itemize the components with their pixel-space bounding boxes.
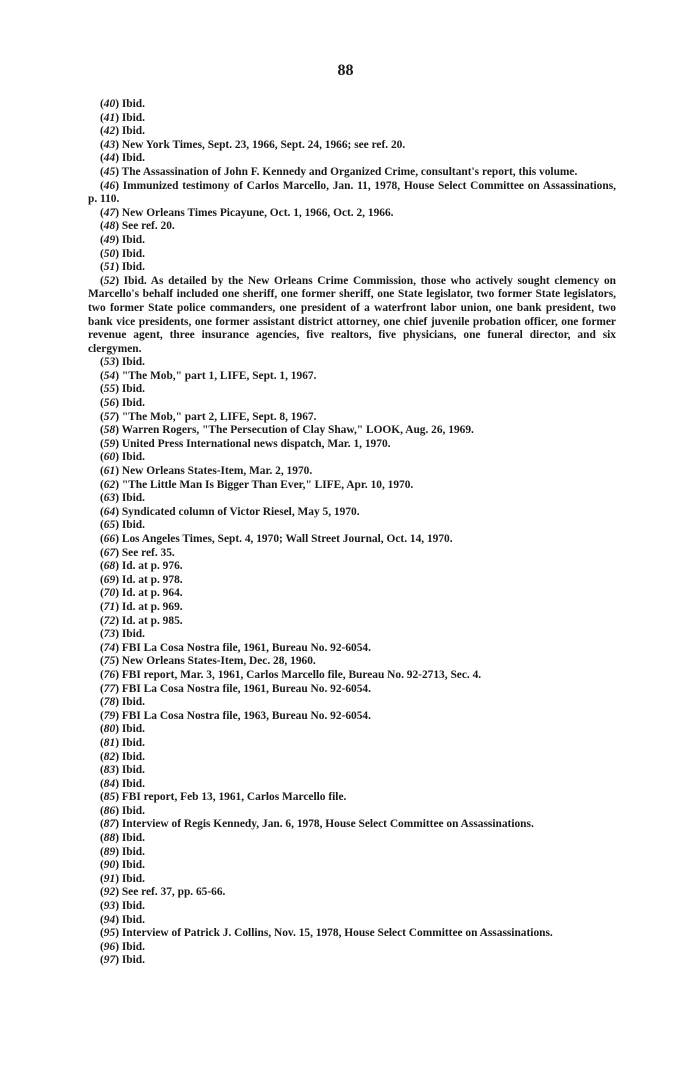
reference-note: (54) "The Mob," part 1, LIFE, Sept. 1, 1967. xyxy=(100,369,317,382)
reference-note: (90) Ibid. xyxy=(100,859,145,872)
reference-note-number: 87 xyxy=(103,818,116,831)
reference-note-text: The Assassination of John F. Kennedy and Organized Crime, consultant's report, this volume. xyxy=(121,165,578,178)
reference-note: (79) FBI La Cosa Nostra file, 1963, Bureau No. 92-6054. xyxy=(100,709,371,722)
reference-note-number: 75 xyxy=(103,655,116,668)
reference-note-text: New York Times, Sept. 23, 1966, Sept. 24, 1966; see ref. 20. xyxy=(121,138,406,151)
page-number: 88 xyxy=(337,62,354,79)
reference-note: (64) Syndicated column of Victor Riesel, May 5, 1970. xyxy=(100,505,360,518)
reference-note-number: 42 xyxy=(103,125,116,138)
reference-note-number: 64 xyxy=(103,505,116,518)
reference-note-number: 89 xyxy=(103,845,116,858)
reference-note-number: 71 xyxy=(103,600,116,613)
reference-note-text: Syndicated column of Victor Riesel, May 5, 1970. xyxy=(121,505,360,518)
reference-note-number: 62 xyxy=(103,478,116,491)
reference-note-number: 69 xyxy=(103,573,116,586)
reference-note-number: 92 xyxy=(103,886,116,899)
reference-note: (85) FBI report, Feb 13, 1961, Carlos Marcello file. xyxy=(100,791,347,804)
reference-note-text: Ibid. xyxy=(121,804,145,817)
reference-note: (91) Ibid. xyxy=(100,872,145,885)
reference-note-number: 67 xyxy=(103,546,116,559)
reference-note-text: "The Little Man Is Bigger Than Ever," LIFE, Apr. 10, 1970. xyxy=(121,478,414,491)
reference-note-number: 74 xyxy=(103,641,116,654)
reference-note-number: 85 xyxy=(103,791,116,804)
reference-note: (72) Id. at p. 985. xyxy=(100,614,183,627)
reference-note-text: Id. at p. 978. xyxy=(121,573,183,586)
reference-note-number: 50 xyxy=(103,247,116,260)
reference-note-number: 55 xyxy=(103,383,116,396)
reference-note-number: 81 xyxy=(103,736,116,749)
reference-note: (68) Id. at p. 976. xyxy=(100,560,183,573)
reference-note-text: Ibid. xyxy=(121,152,145,165)
reference-note-text: Los Angeles Times, Sept. 4, 1970; Wall Street Journal, Oct. 14, 1970. xyxy=(121,533,453,545)
reference-note-text: FBI report, Feb 13, 1961, Carlos Marcello file. xyxy=(121,791,347,804)
reference-note: (89) Ibid. xyxy=(100,845,145,858)
reference-note-text: Immunized testimony of Carlos Marcello, Jan. 11, 1978, House Select Committee on Assassinations, p. 110. xyxy=(88,179,616,206)
reference-note-text: Id. at p. 985. xyxy=(121,614,183,627)
reference-note: (76) FBI report, Mar. 3, 1961, Carlos Marcello file, Bureau No. 92-2713, Sec. 4. xyxy=(100,668,482,681)
reference-note-number: 68 xyxy=(103,560,116,573)
reference-note-text: Ibid. xyxy=(121,736,145,749)
reference-note-number: 57 xyxy=(103,410,116,423)
reference-note-text: Ibid. xyxy=(121,872,145,885)
reference-note-number: 40 xyxy=(103,98,116,110)
reference-note: (69) Id. at p. 978. xyxy=(100,573,183,586)
reference-note-number: 49 xyxy=(103,233,116,246)
reference-note: (94) Ibid. xyxy=(100,913,145,926)
reference-note-number: 66 xyxy=(103,533,116,545)
reference-note-number: 96 xyxy=(103,940,116,953)
reference-note-text: Ibid. xyxy=(121,261,145,274)
reference-note-text: Ibid. xyxy=(121,451,145,464)
reference-note-number: 56 xyxy=(103,397,116,410)
reference-note-number: 70 xyxy=(103,587,116,600)
reference-note-number: 73 xyxy=(103,628,116,641)
reference-note: (42) Ibid. xyxy=(100,125,145,138)
reference-note-text: Ibid. xyxy=(121,628,145,641)
reference-note: (93) Ibid. xyxy=(100,900,145,913)
reference-note: (56) Ibid. xyxy=(100,397,145,410)
reference-note-text: Ibid. xyxy=(121,954,145,967)
reference-note-text: Ibid. xyxy=(121,519,145,532)
reference-note-text: Ibid. xyxy=(121,356,145,369)
reference-note: (53) Ibid. xyxy=(100,356,145,369)
reference-note-text: See ref. 37, pp. 65-66. xyxy=(121,886,226,899)
reference-note-number: 79 xyxy=(103,709,116,722)
reference-note-text: New Orleans States-Item, Mar. 2, 1970. xyxy=(121,465,313,478)
reference-note-number: 80 xyxy=(103,723,116,736)
reference-note-text: See ref. 35. xyxy=(121,546,175,559)
reference-note-text: Id. at p. 969. xyxy=(121,600,183,613)
reference-note: (83) Ibid. xyxy=(100,764,145,777)
reference-note-number: 65 xyxy=(103,519,116,532)
reference-note: (51) Ibid. xyxy=(100,261,145,274)
reference-note: (57) "The Mob," part 2, LIFE, Sept. 8, 1967. xyxy=(100,410,317,423)
reference-note: (95) Interview of Patrick J. Collins, Nov. 15, 1978, House Select Committee on Assassinations. xyxy=(100,927,553,940)
reference-note: (86) Ibid. xyxy=(100,804,145,817)
reference-note: (67) See ref. 35. xyxy=(100,546,175,559)
reference-note-text: Warren Rogers, "The Persecution of Clay Shaw," LOOK, Aug. 26, 1969. xyxy=(121,424,474,437)
reference-note-text: FBI La Cosa Nostra file, 1961, Bureau No. 92-6054. xyxy=(121,641,371,654)
reference-note-number: 54 xyxy=(103,369,116,382)
reference-note-number: 91 xyxy=(103,872,116,885)
reference-note-text: Ibid. xyxy=(121,832,145,845)
reference-note-text: New Orleans States-Item, Dec. 28, 1960. xyxy=(121,655,316,668)
reference-note: (45) The Assassination of John F. Kennedy and Organized Crime, consultant's report, this volume. xyxy=(100,165,578,178)
reference-note-number: 47 xyxy=(103,206,116,219)
reference-note: (81) Ibid. xyxy=(100,736,145,749)
reference-note-number: 44 xyxy=(103,152,116,165)
reference-note: (52) Ibid. As detailed by the New Orleans Crime Commission, those who actively sought clemency on Marcello's behalf included one sheriff, one former sheriff, one State legislator, two former State legislators, two former State police commanders, one president of a waterfront labor union, one bank president, two bank vice presidents, one former assistant district attorney, one chief juvenile probation officer, one former revenue agent, three insurance agencies, five realtors, five physicians, one funeral director, and six clergymen. xyxy=(88,274,616,355)
reference-note-text: Ibid. xyxy=(121,859,145,872)
reference-note-text: Ibid. xyxy=(121,723,145,736)
reference-note-number: 52 xyxy=(103,274,116,287)
reference-note: (71) Id. at p. 969. xyxy=(100,600,183,613)
reference-note-number: 90 xyxy=(103,859,116,872)
reference-note: (49) Ibid. xyxy=(100,233,145,246)
reference-note-number: 94 xyxy=(103,913,116,926)
reference-note-text: Ibid. xyxy=(121,777,145,790)
reference-note-number: 51 xyxy=(103,261,116,274)
reference-note-number: 45 xyxy=(103,165,116,178)
reference-note: (82) Ibid. xyxy=(100,750,145,763)
reference-note-text: Ibid. xyxy=(121,845,145,858)
reference-note-text: Ibid. xyxy=(121,940,145,953)
reference-note-text: Ibid. xyxy=(121,125,145,138)
reference-note-number: 97 xyxy=(103,954,116,967)
reference-note: (73) Ibid. xyxy=(100,628,145,641)
reference-note-text: Ibid. xyxy=(121,764,145,777)
reference-note-text: Ibid. xyxy=(121,397,145,410)
reference-note: (63) Ibid. xyxy=(100,492,145,505)
reference-note: (61) New Orleans States-Item, Mar. 2, 1970. xyxy=(100,465,313,478)
reference-note-number: 84 xyxy=(103,777,116,790)
reference-note-number: 63 xyxy=(103,492,116,505)
reference-note-text: Interview of Patrick J. Collins, Nov. 15, 1978, House Select Committee on Assassinations. xyxy=(121,927,553,940)
reference-note: (40) Ibid. xyxy=(100,98,145,110)
reference-note: (78) Ibid. xyxy=(100,696,145,709)
reference-note: (50) Ibid. xyxy=(100,247,145,260)
reference-note: (55) Ibid. xyxy=(100,383,145,396)
reference-note: (87) Interview of Regis Kennedy, Jan. 6, 1978, House Select Committee on Assassinations. xyxy=(100,818,534,831)
reference-note: (59) United Press International news dispatch, Mar. 1, 1970. xyxy=(100,437,391,450)
reference-note-number: 61 xyxy=(103,465,116,478)
reference-note-text: Ibid. xyxy=(121,913,145,926)
reference-note-text: See ref. 20. xyxy=(121,220,175,233)
reference-note-number: 46 xyxy=(103,179,116,192)
reference-note-number: 41 xyxy=(103,111,116,124)
reference-note-number: 77 xyxy=(103,682,116,695)
reference-note: (66) Los Angeles Times, Sept. 4, 1970; Wall Street Journal, Oct. 14, 1970. xyxy=(100,533,453,545)
reference-note-text: Ibid. xyxy=(121,750,145,763)
reference-note: (47) New Orleans Times Picayune, Oct. 1, 1966, Oct. 2, 1966. xyxy=(100,206,394,219)
reference-note: (92) See ref. 37, pp. 65-66. xyxy=(100,886,226,899)
reference-note-number: 43 xyxy=(103,138,116,151)
reference-note-number: 48 xyxy=(103,220,116,233)
reference-note: (41) Ibid. xyxy=(100,111,145,124)
reference-note-number: 95 xyxy=(103,927,116,940)
reference-note-number: 72 xyxy=(103,614,116,627)
reference-note-text: Id. at p. 976. xyxy=(121,560,183,573)
reference-note-text: Id. at p. 964. xyxy=(121,587,183,600)
reference-note: (96) Ibid. xyxy=(100,940,145,953)
reference-note-text: Ibid. xyxy=(121,233,145,246)
reference-note-text: Ibid. xyxy=(121,111,145,124)
reference-note: (60) Ibid. xyxy=(100,451,145,464)
reference-note: (44) Ibid. xyxy=(100,152,145,165)
reference-note-text: Ibid. xyxy=(121,383,145,396)
reference-note: (75) New Orleans States-Item, Dec. 28, 1960. xyxy=(100,655,316,668)
reference-note-number: 82 xyxy=(103,750,116,763)
reference-note: (97) Ibid. xyxy=(100,954,145,967)
reference-note-text: United Press International news dispatch, Mar. 1, 1970. xyxy=(121,437,391,450)
reference-note-text: FBI La Cosa Nostra file, 1961, Bureau No. 92-6054. xyxy=(121,682,371,695)
reference-note-text: Ibid. xyxy=(121,98,145,110)
reference-note: (70) Id. at p. 964. xyxy=(100,587,183,600)
reference-note-text: Ibid. xyxy=(121,696,145,709)
reference-note-number: 86 xyxy=(103,804,116,817)
reference-note: (65) Ibid. xyxy=(100,519,145,532)
reference-note-number: 76 xyxy=(103,668,116,681)
reference-note-text: "The Mob," part 1, LIFE, Sept. 1, 1967. xyxy=(121,369,317,382)
reference-note: (77) FBI La Cosa Nostra file, 1961, Bureau No. 92-6054. xyxy=(100,682,371,695)
reference-note-text: Ibid. As detailed by the New Orleans Crime Commission, those who actively sought clemency on Marcello's behalf included one sheriff, one former sheriff, one State legislator, two former State legislators, two former State police commanders, one president of a waterfront labor union, one bank president, two bank vice presidents, one former assistant district attorney, one chief juvenile probation officer, one former revenue agent, three insurance agencies, five realtors, five physicians, one funeral director, and six clergymen. xyxy=(88,274,616,355)
reference-note-number: 59 xyxy=(103,437,116,450)
reference-note: (62) "The Little Man Is Bigger Than Ever," LIFE, Apr. 10, 1970. xyxy=(100,478,414,491)
reference-note: (46) Immunized testimony of Carlos Marcello, Jan. 11, 1978, House Select Committee on Assassinations, p. 110. xyxy=(88,179,616,206)
reference-note-number: 78 xyxy=(103,696,116,709)
reference-note: (43) New York Times, Sept. 23, 1966, Sept. 24, 1966; see ref. 20. xyxy=(100,138,406,151)
reference-note: (88) Ibid. xyxy=(100,832,145,845)
reference-note: (74) FBI La Cosa Nostra file, 1961, Bureau No. 92-6054. xyxy=(100,641,371,654)
reference-note: (58) Warren Rogers, "The Persecution of Clay Shaw," LOOK, Aug. 26, 1969. xyxy=(100,424,474,437)
reference-note-number: 53 xyxy=(103,356,116,369)
reference-note-text: Ibid. xyxy=(121,492,145,505)
reference-note-number: 93 xyxy=(103,900,116,913)
reference-note-number: 88 xyxy=(103,832,116,845)
reference-note-text: FBI La Cosa Nostra file, 1963, Bureau No. 92-6054. xyxy=(121,709,371,722)
reference-note: (84) Ibid. xyxy=(100,777,145,790)
reference-note-text: Ibid. xyxy=(121,900,145,913)
reference-note-text: Ibid. xyxy=(121,247,145,260)
reference-note-text: New Orleans Times Picayune, Oct. 1, 1966, Oct. 2, 1966. xyxy=(121,206,394,219)
reference-note-text: FBI report, Mar. 3, 1961, Carlos Marcello file, Bureau No. 92-2713, Sec. 4. xyxy=(121,668,482,681)
reference-note-number: 58 xyxy=(103,424,116,437)
reference-notes-list xyxy=(88,98,616,968)
reference-note: (48) See ref. 20. xyxy=(100,220,175,233)
reference-note-text: "The Mob," part 2, LIFE, Sept. 8, 1967. xyxy=(121,410,317,423)
reference-note: (80) Ibid. xyxy=(100,723,145,736)
reference-note-number: 60 xyxy=(103,451,116,464)
reference-note-text: Interview of Regis Kennedy, Jan. 6, 1978, House Select Committee on Assassinations. xyxy=(121,818,534,831)
reference-note-number: 83 xyxy=(103,764,116,777)
